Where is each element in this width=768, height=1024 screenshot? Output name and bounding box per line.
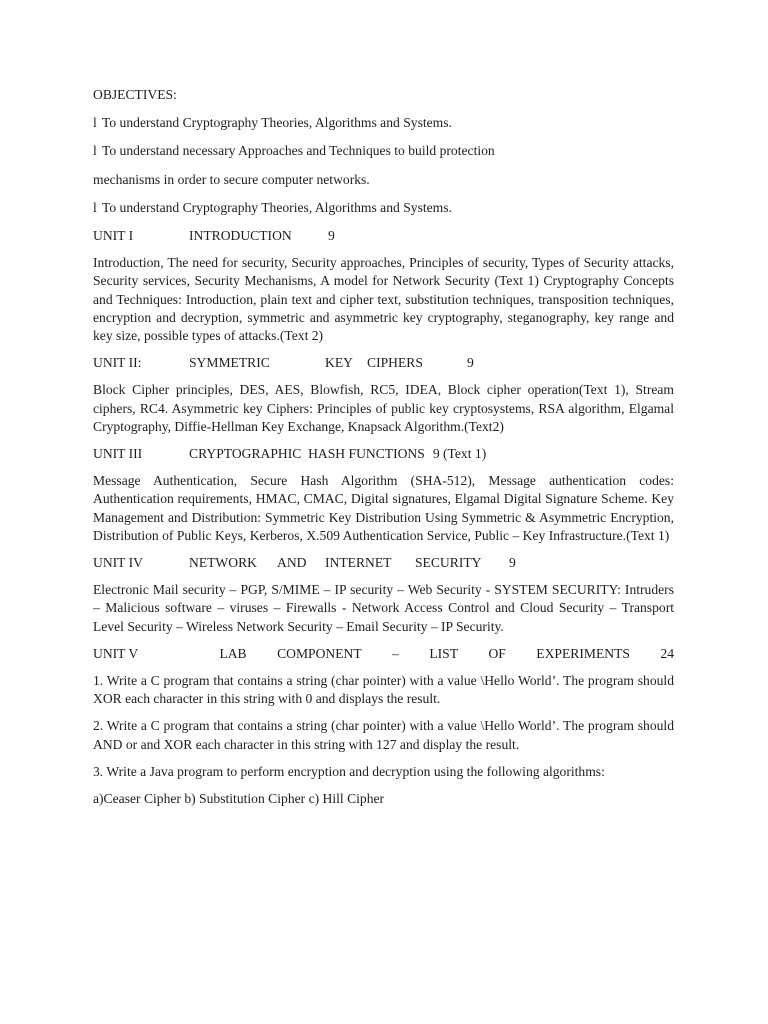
bullet-icon: l <box>93 199 97 215</box>
unit-number: UNIT V <box>93 645 139 661</box>
unit-title: CRYPTOGRAPHIC HASH FUNCTIONS <box>189 446 425 462</box>
unit-hours: 24 <box>660 645 674 661</box>
objectives-heading: OBJECTIVES: <box>93 87 177 102</box>
unit-title-word: CIPHERS <box>367 355 423 371</box>
unit-number: UNIT III <box>93 446 143 462</box>
unit-title-word: SECURITY <box>415 555 482 571</box>
unit-hours: 9 <box>328 228 335 244</box>
unit-title-word: SYMMETRIC <box>189 355 270 371</box>
unit-number: UNIT I <box>93 228 134 244</box>
experiment-item: 2. Write a C program that contains a string (char pointer) with a value \Hello World’. The program should AND or and XOR each character in this string with 127 and display the result. <box>93 718 674 752</box>
unit-title-word: COMPONENT <box>277 645 362 661</box>
syllabus-page <box>93 86 674 817</box>
experiment-item: 1. Write a C program that contains a string (char pointer) with a value \Hello World’. The program should XOR each character in this string with 0 and displays the result. <box>93 673 674 707</box>
unit-hours: 9 <box>509 555 516 571</box>
unit-title: INTRODUCTION <box>189 228 292 244</box>
unit-title-word: LAB <box>219 645 247 661</box>
unit-body: Electronic Mail security – PGP, S/MIME – IP security – Web Security - SYSTEM SECURITY: Intruders – Malicious software – viruses – Firewalls - Network Access Control and Cloud Security – Transport Level Security – Wireless Network Security – Email Security – IP Security. <box>93 582 674 634</box>
experiment-item: 3. Write a Java program to perform encryption and decryption using the following algorithms: <box>93 763 605 779</box>
objective-item: l To understand necessary Approaches and Techniques to build protection <box>93 142 674 160</box>
unit-title-word: INTERNET <box>325 555 392 571</box>
bullet-icon: l <box>93 115 97 131</box>
unit-title-word: NETWORK <box>189 555 257 571</box>
unit-body: Introduction, The need for security, Security approaches, Principles of security, Types of Security attacks, Security services, Security Mechanisms, A model for Network Security (Text 1) Cryptography Concepts and Techniques: Introduction, plain text and cipher text, substitution techniques, transposition techniques, encryption and decryption, symmetric and asymmetric key cryptography, steganography, key range and key size, possible types of attacks.(Text 2) <box>93 255 674 344</box>
unit-title-word: AND <box>277 555 307 571</box>
unit-body: Block Cipher principles, DES, AES, Blowfish, RC5, IDEA, Block cipher operation(Text 1), Stream ciphers, RC4. Asymmetric key Ciphers: Principles of public key cryptosystems, RSA algorithm, Elgamal Cryptography, Diffie-Hellman Key Exchange, Knapsack Algorithm.(Text2) <box>93 382 674 434</box>
unit-title-word: EXPERIMENTS <box>536 645 630 661</box>
unit-hours: 9 (Text 1) <box>432 446 487 462</box>
bullet-icon: l <box>93 143 97 159</box>
unit-number: UNIT II: <box>93 355 142 371</box>
unit-heading <box>93 354 479 372</box>
objective-item: l To understand Cryptography Theories, Algorithms and Systems. <box>93 114 674 132</box>
unit-title-word: OF <box>488 645 506 661</box>
unit-title-word: KEY <box>325 355 353 371</box>
unit-hours: 9 <box>467 355 474 371</box>
unit-title-word: LIST <box>429 645 459 661</box>
objective-continuation: mechanisms in order to secure computer networks. <box>93 171 370 187</box>
unit-number: UNIT IV <box>93 555 143 571</box>
unit-heading <box>93 645 674 663</box>
unit-body: Message Authentication, Secure Hash Algorithm (SHA-512), Message authentication codes: Authentication requirements, HMAC, CMAC, Digital signatures, Elgamal Digital Signature Scheme. Key Management and Distribution: Symmetric Key Distribution Using Symmetric & Asymmetric Encryption, Distribution of Public Keys, Kerberos, X.509 Authentication Service, Public – Key Infrastructure.(Text 1) <box>93 473 674 543</box>
unit-heading <box>93 227 674 245</box>
experiment-item: a)Ceaser Cipher b) Substitution Cipher c) Hill Cipher <box>93 791 385 807</box>
objective-item: l To understand Cryptography Theories, Algorithms and Systems. <box>93 199 674 217</box>
unit-heading <box>93 554 674 572</box>
unit-title-word: – <box>392 645 399 661</box>
unit-heading <box>93 445 674 463</box>
